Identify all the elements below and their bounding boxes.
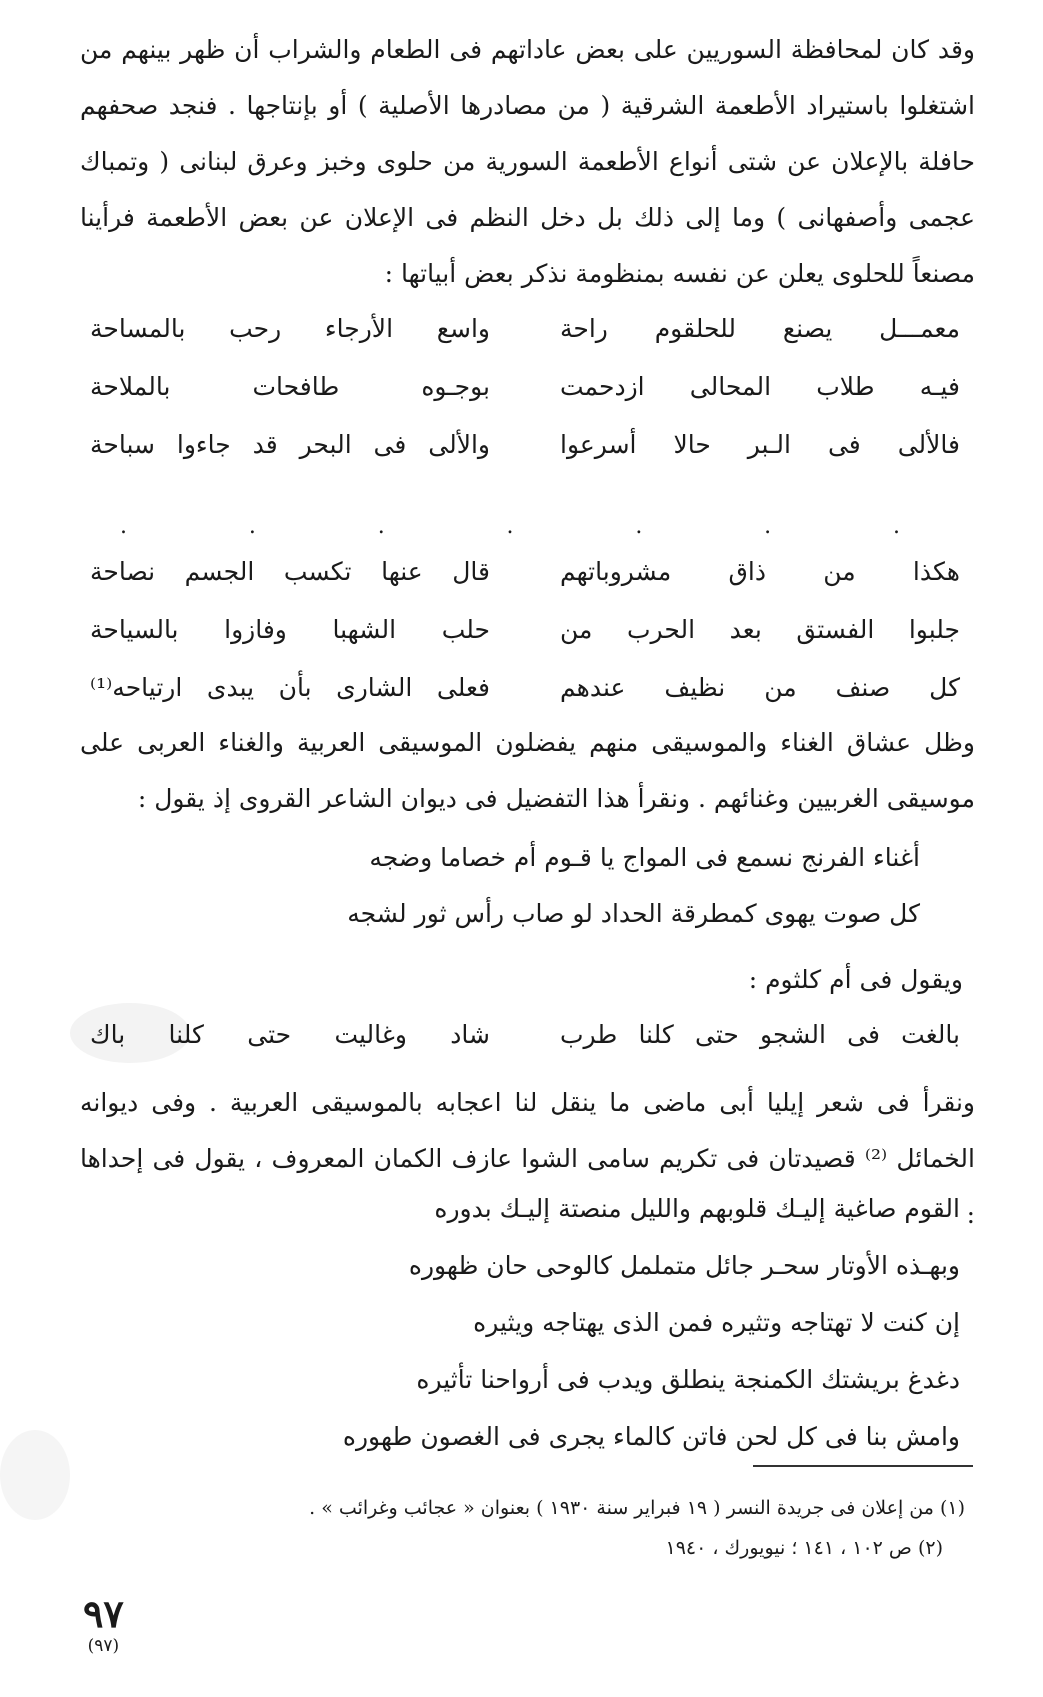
poem-line: القوم صاغية إليـك قلوبهم والليل منصتة إليـك بدوره xyxy=(434,1194,960,1223)
poem-verse xyxy=(90,659,960,717)
poem-sweets-advert xyxy=(90,300,960,474)
poem-verse xyxy=(90,1006,960,1064)
quote-line: أغناء الفرنج نسمع فى المواج يا قـوم أم خصاما وضجه xyxy=(369,843,920,872)
page-number-main: ٩٧ xyxy=(83,1591,124,1636)
paragraph-food-imports: وقد كان لمحافظة السوريين على بعض عاداتهم فى الطعام والشراب أن ظهر بينهم من اشتغلوا باستيراد الأطعمة الشرقية ( من مصادرها الأصلية ) أو بإنتاجها . فنجد صحفهم حافلة بالإعلان عن شتى أنواع الأطعمة السورية من حلوى وخبز وعرق لبنانى ( وتمباك عجمى وأصفهانى ) وما إلى ذلك بل دخل النظم فى الإعلان عن بعض الأطعمة فرأينا مصنعاً للحلوى يعلن عن نفسه بمنظومة نذكر بعض أبياتها : xyxy=(80,35,975,288)
footnote-2: (٢) ص ١٠٢ ، ١٤١ ؛ نيويورك ، ١٩٤٠ xyxy=(665,1537,943,1559)
verse-second-hemistich: شاد وغاليت حتى كلنا باك xyxy=(90,1020,490,1049)
poem-qarawi-quote xyxy=(140,830,920,942)
verse-first-hemistich: هكذا من ذاق مشروباتهم xyxy=(560,557,960,586)
poem-verse xyxy=(90,543,960,601)
poem-line: إن كنت لا تهتاجه وتثيره فمن الذى يهتاجه ويثيره xyxy=(473,1308,960,1337)
page-number-sub: (٩٧) xyxy=(87,1636,120,1656)
poem-verse xyxy=(90,300,960,358)
verse-first-hemistich: فيـه طلاب المحالى ازدحمت xyxy=(560,372,960,401)
poem-verse xyxy=(90,416,960,474)
verse-second-hemistich: فعلى الشارى بأن يبدى ارتياحه⁽¹⁾ xyxy=(90,673,490,702)
poem-verse xyxy=(90,601,960,659)
footnote-1: (١) من إعلان فى جريدة النسر ( ١٩ فبراير سنة ١٩٣٠ ) بعنوان « عجائب وغرائب » . xyxy=(309,1497,965,1519)
verse-second-hemistich: حلب الشهبا وفازوا بالسياحة xyxy=(90,615,490,644)
poem-verse xyxy=(90,358,960,416)
poem-line: وامش بنا فى كل لحن فاتن كالماء يجرى فى الغصون طهوره xyxy=(342,1422,960,1451)
verse-first-hemistich: جلبوا الفستق بعد الحرب من xyxy=(560,615,960,644)
verse-second-hemistich: قال عنها تكسب الجسم نصاحة xyxy=(90,557,490,586)
scan-smudge xyxy=(0,1430,70,1520)
umm-kulthum-verse xyxy=(90,1006,960,1064)
verse-second-hemistich: بوجـوه طافحات بالملاحة xyxy=(90,372,490,401)
verse-first-hemistich: كل صنف من نظيف عندهم xyxy=(560,673,960,702)
verse-first-hemistich: فالألى فى الـبر حالا أسرعوا xyxy=(560,430,960,459)
verse-second-hemistich: واسع الأرجاء رحب بالمساحة xyxy=(90,314,490,343)
footnote-separator xyxy=(753,1465,973,1467)
page-number xyxy=(83,1592,124,1656)
poem-sami-shawa xyxy=(90,1180,960,1465)
quote-line: كل صوت يهوى كمطرقة الحداد لو صاب رأس ثور لشجه xyxy=(347,899,920,928)
poem-line: وبهـذه الأوتار سحـر جائل متململ كالوحى حان ظهوره xyxy=(408,1251,960,1280)
poem-line: دغدغ بريشتك الكمنجة ينطلق ويدب فى أرواحنا تأثيره xyxy=(416,1365,960,1394)
verse-first-hemistich: معمـــل يصنع للحلقوم راحة xyxy=(560,314,960,343)
verse-second-hemistich: والألى فى البحر قد جاءوا سباحة xyxy=(90,430,490,459)
paragraph-music-preference: وظل عشاق الغناء والموسيقى منهم يفضلون الموسيقى العربية والغناء العربى على موسيقى الغربيين وغنائهم . ونقرأ هذا التفضيل فى ديوان الشاعر القروى إذ يقول : xyxy=(80,728,975,813)
paragraph-abu-madi: ونقرأ فى شعر إيليا أبى ماضى ما ينقل لنا اعجابه بالموسيقى العربية . وفى ديوانه الخمائل ⁽²⁾ قصيدتان فى تكريم سامى الشوا عازف الكمان المعروف ، يقول فى إحداها : xyxy=(80,1088,975,1229)
ellipsis-separator: . . . . . . . xyxy=(120,514,900,539)
poem-sweets-advert-continued xyxy=(90,543,960,717)
verse-first-hemistich: بالغت فى الشجو حتى كلنا طرب xyxy=(560,1020,960,1049)
umm-kulthum-intro: ويقول فى أم كلثوم : xyxy=(748,965,963,994)
